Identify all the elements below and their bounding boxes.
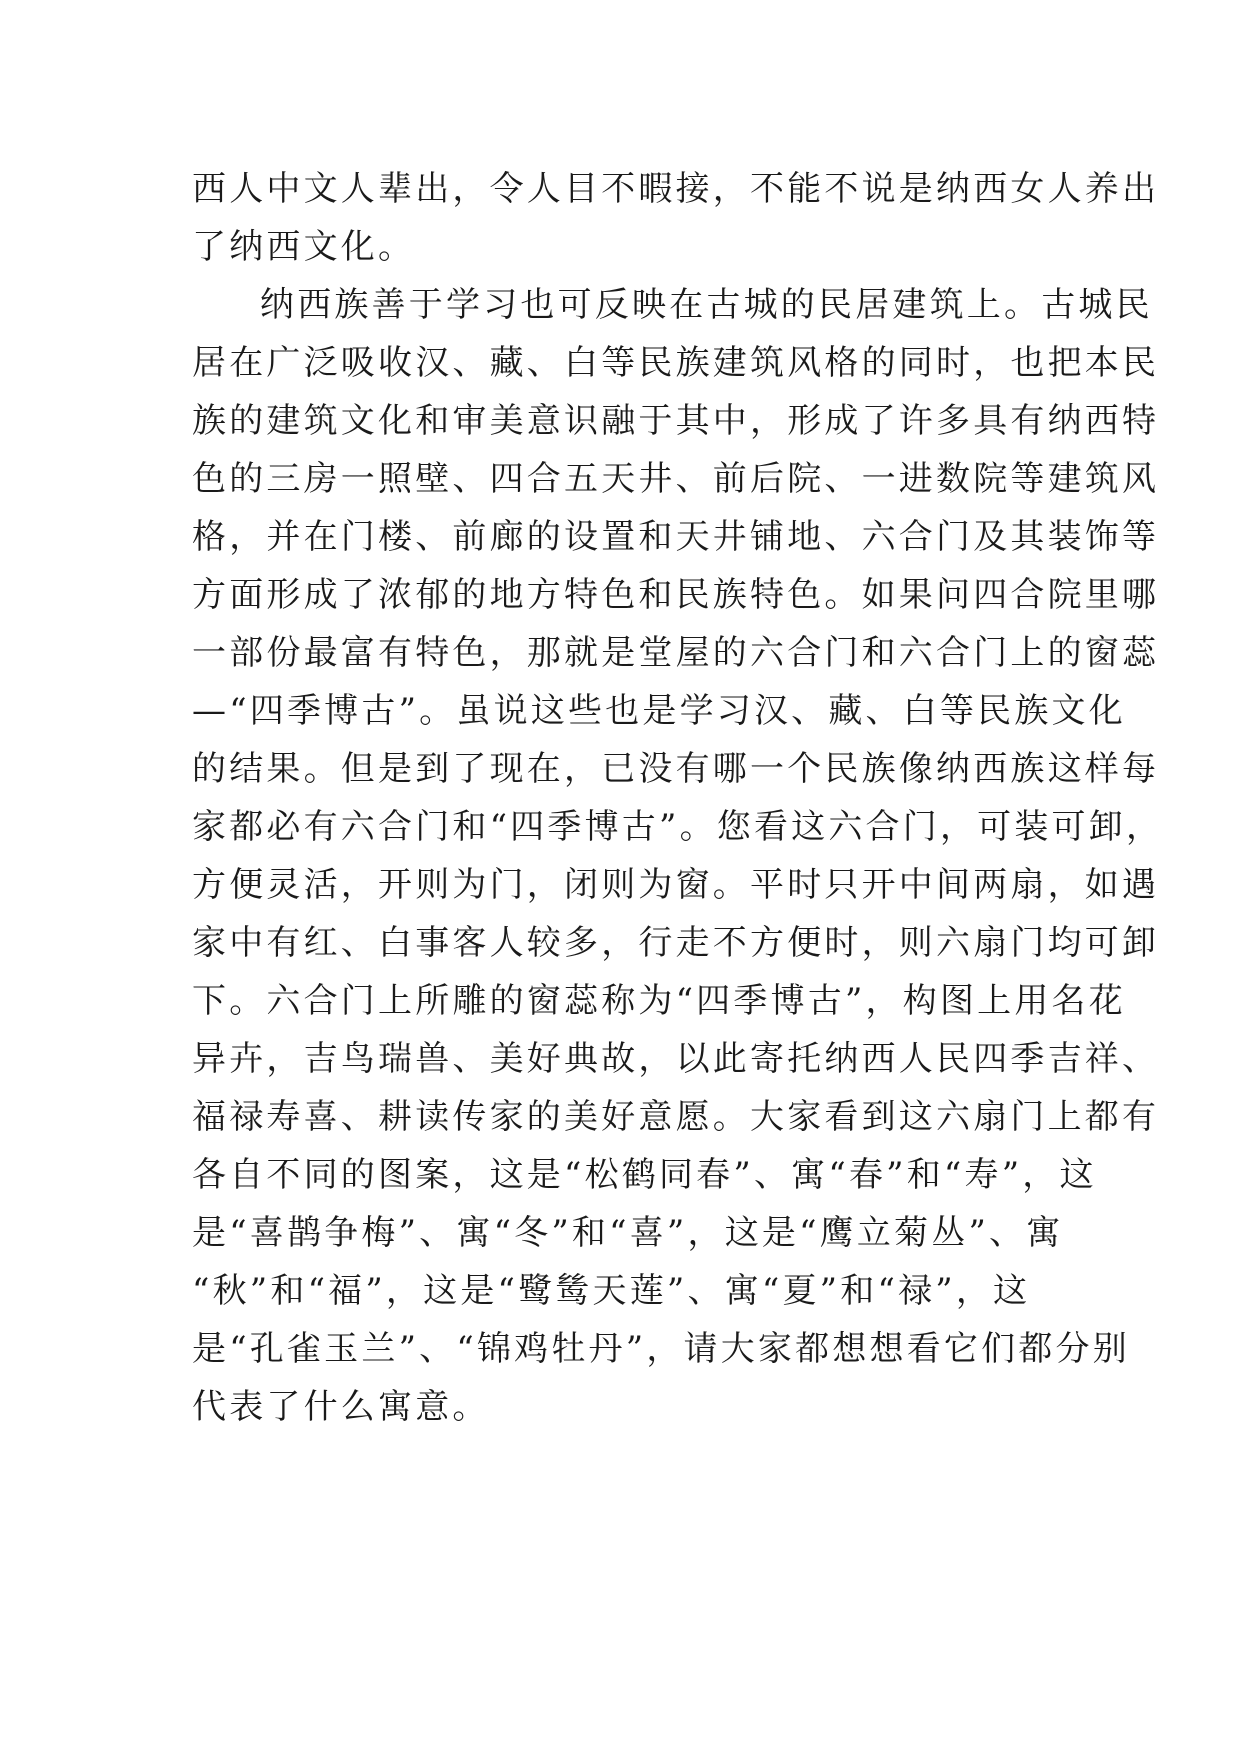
body-text [192,160,1164,1436]
text-line-10: —“四季博古”。虽说这些也是学习汉、藏、白等民族文化 [192,691,1126,731]
text-line-17: 福禄寿喜、耕读传家的美好意愿。大家看到这六扇门上都有 [192,1097,1160,1137]
text-line-21: 是“孔雀玉兰”、“锦鸡牡丹”，请大家都想想看它们都分别 [192,1329,1130,1369]
text-line-4: 居在广泛吸收汉、藏、白等民族建筑风格的同时，也把本民 [192,343,1160,383]
text-line-11: 的结果。但是到了现在，已没有哪一个民族像纳西族这样每 [192,749,1160,789]
text-line-20: “秋”和“福”，这是“鹭鸶天莲”、寓“夏”和“禄”，这 [192,1271,1031,1311]
text-line-7: 格，并在门楼、前廊的设置和天井铺地、六合门及其装饰等 [192,517,1160,557]
text-line-19: 是“喜鹊争梅”、寓“冬”和“喜”，这是“鹰立菊丛”、寓 [192,1213,1064,1253]
text-line-8: 方面形成了浓郁的地方特色和民族特色。如果问四合院里哪 [192,575,1160,615]
text-line-1: 西人中文人辈出，令人目不暇接，不能不说是纳西女人养出 [192,169,1160,209]
text-line-15: 下。六合门上所雕的窗蕊称为“四季博古”，构图上用名花 [192,981,1126,1021]
text-line-16: 异卉，吉鸟瑞兽、美好典故，以此寄托纳西人民四季吉祥、 [192,1039,1160,1079]
text-line-3-paragraph-start: 纳西族善于学习也可反映在古城的民居建筑上。古城民 [260,285,1153,325]
text-line-6: 色的三房一照壁、四合五天井、前后院、一进数院等建筑风 [192,459,1160,499]
text-line-12: 家都必有六合门和“四季博古”。您看这六合门，可装可卸， [192,807,1164,847]
text-line-22: 代表了什么寓意。 [192,1387,490,1427]
text-line-14: 家中有红、白事客人较多，行走不方便时，则六扇门均可卸 [192,923,1160,963]
text-line-2: 了纳西文化。 [192,227,416,267]
text-line-9: 一部份最富有特色，那就是堂屋的六合门和六合门上的窗蕊 [192,633,1160,673]
text-line-5: 族的建筑文化和审美意识融于其中，形成了许多具有纳西特 [192,401,1160,441]
text-line-13: 方便灵活，开则为门，闭则为窗。平时只开中间两扇，如遇 [192,865,1160,905]
text-line-18: 各自不同的图案，这是“松鹤同春”、寓“春”和“寿”，这 [192,1155,1097,1195]
